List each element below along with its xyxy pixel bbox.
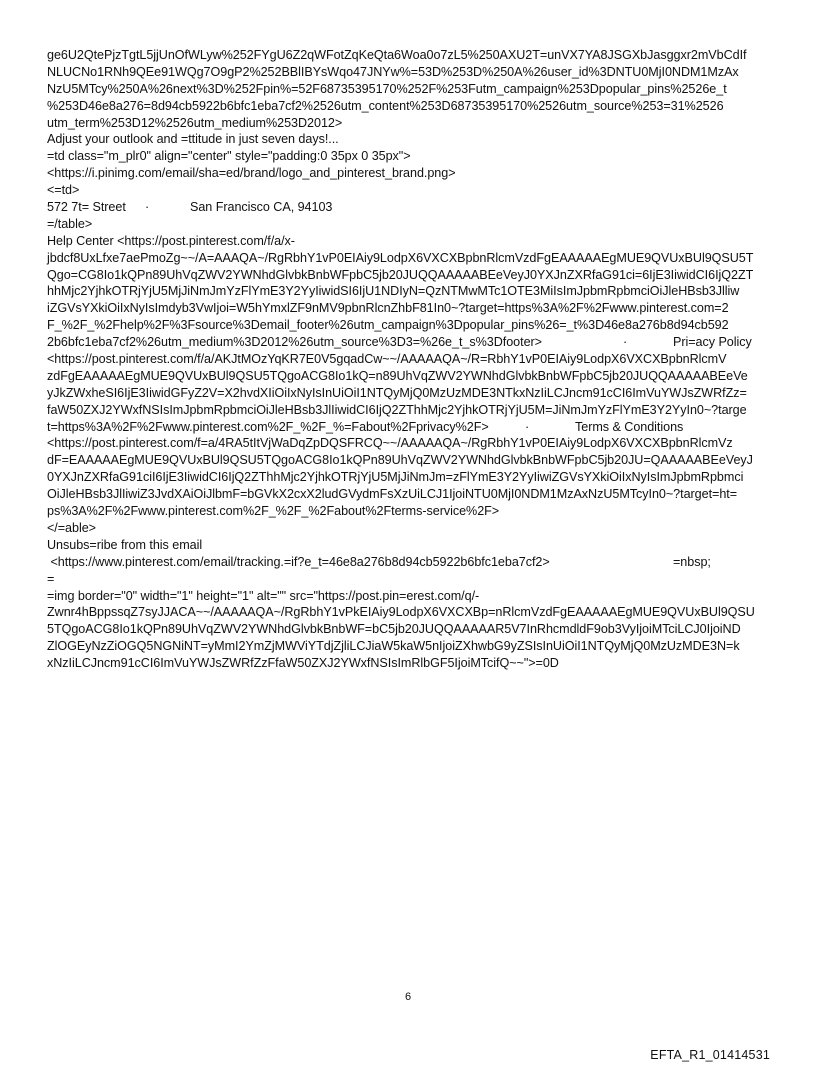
text-line: Adjust your outlook and =ttitude in just seven days!... bbox=[47, 132, 339, 147]
text-line: <=td> bbox=[47, 183, 80, 198]
address-line bbox=[47, 199, 771, 216]
text-line: </=able> bbox=[47, 520, 96, 535]
page-number: 6 bbox=[404, 991, 412, 1003]
text-line: jbdcf8UxLfxe7aePmoZg~~/A=AAAQA~/RgRbhY1vP0EIAiy9LodpX6VXCXBpbnRlcmVzdFgEAAAAAEgMUE9QVUxBUl9QSU5T bbox=[47, 250, 754, 265]
separator-dot: · bbox=[623, 335, 628, 350]
tracking-row bbox=[47, 554, 771, 571]
text-line: = bbox=[47, 571, 55, 586]
text-line: =/table> bbox=[47, 216, 93, 231]
text-line: ps%3A%2F%2Fwww.pinterest.com%2F_%2F_%2Fabout%2Fterms-service%2F> bbox=[47, 504, 500, 519]
text-line: zdFgEAAAAAEgMUE9QVUxBUl9QSU5TQgoACG8Io1kQ=n89UhVqZWV2YWNhdGlvbkBnbWFpbC5jb20JUQQAAAAABEeVe bbox=[47, 368, 748, 383]
text-line: ge6U2QtePjzTgtL5jjUnOfWLyw%252FYgU6Z2qWFotZqKeQta6Woa0o7zL5%250AXU2T=unVX7YA8JSGXbJasggxr2mVbCdIf bbox=[47, 48, 747, 62]
address-separator: · bbox=[145, 200, 150, 215]
text-line: 0YXJnZXRfaG91ciI6IjE3IiwidCI6IjQ2ZThhMjc2YjhkOTRjYjU5MjJiNmJm=zFlYmE3Y2YyIiwiZGVsYXkiOiIxNyIsImJpbmRpbmci bbox=[47, 470, 744, 485]
text-line: dF=EAAAAAEgMUE9QVUxBUl9QSU5TQgoACG8Io1kQPn89UhVqZWV2YWNhdGlvbkBnbWFpbC5jb20JU=QAAAAABEeVeyJ bbox=[47, 453, 753, 468]
privacy-row bbox=[47, 334, 771, 351]
text-line: ZlOGEyNzZiOGQ5NGNiNT=yMmI2YmZjMWViYTdjZjliLCJiaW5kaW5nIjoiZXhwbG9yZSIsInUiOiI1NTQyMjQ0MzUzMDE3N=k bbox=[47, 639, 740, 654]
text-line: iZGVsYXkiOiIxNyIsImdyb3VwIjoi=W5hYmxlZF9nMV9pbnRlcnZhbF81In0~?target=https%3A%2F%2Fwww.pinterest.com=2 bbox=[47, 301, 729, 316]
text-line: NLUCNo1RNh9QEe91WQg7O9gP2%252BBlIBYsWqo47JNYw%=53D%253D%250A%26user_id%3DNTU0MjI0NDM1MzAx bbox=[47, 64, 739, 79]
text-line: Qgo=CG8Io1kQPn89UhVqZWV2YWNhdGlvbkBnbWFpbC5jb20JUQQAAAAABEeVeyJ0YXJnZXRfaG91ci=6IjE3IiwidCI6IjQ2ZT bbox=[47, 267, 754, 282]
text-line: =td class="m_plr0" align="center" style="padding:0 35px 0 35px"> bbox=[47, 149, 411, 164]
text-line: NzU5MTcy%250A%26next%3D%252Fpin%=52F68735395170%252F%253Futm_campaign%253Dpopular_pins%2526e_t bbox=[47, 81, 727, 96]
text-line: <https://post.pinterest.com/f/a/AKJtMOzYqKR7E0V5gqadCw~~/AAAAAQA~/R=RbhY1vP0EIAiy9LodpX6VXCXBpbnRlcmV bbox=[47, 352, 727, 367]
text-line: OiJleHBsb3JlIiwiZ3JvdXAiOiJlbmF=bGVkX2cxX2ludGVydmFsXzUiLCJ1IjoiNTU0MjI0NDM1MzAxNzU5MTcyIn0~?target=ht= bbox=[47, 487, 738, 502]
help-url-end: 2b6bfc1eba7cf2%26utm_medium%3D2012%26utm_source%3D3=%26e_t_s%3Dfooter> bbox=[47, 335, 542, 350]
privacy-url-end: t=https%3A%2F%2Fwww.pinterest.com%2F_%2F_%=Fabout%2Fprivacy%2F> bbox=[47, 419, 489, 434]
text-line: xNzIiLCJncm91cCI6ImVuYWJsZWRfZzFfaW50ZXJ2YWxfNSIsImRlbGF5IjoiMTcifQ~~">=0D bbox=[47, 656, 559, 671]
text-line: F_%2F_%2Fhelp%2F%3Fsource%3Demail_footer%26utm_campaign%3Dpopular_pins%26=_t%3D46e8a276b8d94cb592 bbox=[47, 318, 729, 333]
text-line: utm_term%253D12%2526utm_medium%253D2012> bbox=[47, 115, 343, 130]
text-line: yJkZWxheSI6IjE3IiwidGFyZ2V=X2hvdXIiOiIxNyIsInUiOiI1NTQyMjQ0MzUzMDE3NTkxNzIiLCJncm91cCI6ImVuYWJsZWRfZz= bbox=[47, 385, 747, 400]
text-line: %253D46e8a276=8d94cb5922b6bfc1eba7cf2%2526utm_content%253D68735395170%2526utm_source%253=31%2526 bbox=[47, 98, 724, 113]
privacy-policy-label: Pri=acy Policy bbox=[673, 335, 752, 350]
text-line: Zwnr4hBppssqZ7syJJACA~~/AAAAAQA~/RgRbhY1vPkEIAiy9LodpX6VXCXBp=nRlcmVzdFgEAAAAAEgMUE9QVUxBUl9QSU bbox=[47, 605, 755, 620]
address-city: San Francisco CA, 94103 bbox=[190, 200, 333, 215]
address-street: 572 7t= Street bbox=[47, 200, 126, 215]
separator-dot: · bbox=[525, 419, 530, 434]
text-line: 5TQgoACG8Io1kQPn89UhVqZWV2YWNhdGlvbkBnbWF=bC5jb20JUQQAAAAAR5V7InRhcmdldF9ob3VyIjoiMTciLCJ0IjoiND bbox=[47, 622, 741, 637]
terms-conditions-label: Terms & Conditions bbox=[575, 419, 684, 434]
help-center-line: Help Center <https://post.pinterest.com/f/a/x- bbox=[47, 233, 295, 248]
terms-row bbox=[47, 419, 771, 436]
text-line: faW50ZXJ2YWxfNSIsImJpbmRpbmciOiJleHBsb3JlIiwidCI6IjQ2ZThhMjc2YjhkOTRjYjU5M=JiNmJmYzFlYmE3Y2YyIn0~?targe bbox=[47, 402, 747, 417]
bates-number: EFTA_R1_01414531 bbox=[650, 1048, 770, 1062]
text-line: <https://i.pinimg.com/email/sha=ed/brand/logo_and_pinterest_brand.png> bbox=[47, 166, 456, 181]
text-line: <https://post.pinterest.com/f=a/4RA5tItVjWaDqZpDQSFRCQ~~/AAAAAQA~/RgRbhY1vP0EIAiy9LodpX6VXCXBpbnRlcmVz bbox=[47, 436, 733, 451]
email-source-text bbox=[47, 47, 771, 672]
text-line: hhMjc2YjhkOTRjYjU5MjJiNmJmYzFlYmE3Y2YyIiwidSI6IjU1NDIyN=QzNTMwMTc1OTE3MiIsImJpbmRpbmciOiJleHBsb3Jlliw bbox=[47, 284, 740, 299]
nbsp-label: =nbsp; bbox=[673, 554, 711, 569]
tracking-url: <https://www.pinterest.com/email/tracking.=if?e_t=46e8a276b8d94cb5922b6bfc1eba7cf2> bbox=[47, 554, 550, 569]
text-line: =img border="0" width="1" height="1" alt="" src="https://post.pin=erest.com/q/- bbox=[47, 588, 480, 603]
unsubscribe-line: Unsubs=ribe from this email bbox=[47, 537, 203, 552]
